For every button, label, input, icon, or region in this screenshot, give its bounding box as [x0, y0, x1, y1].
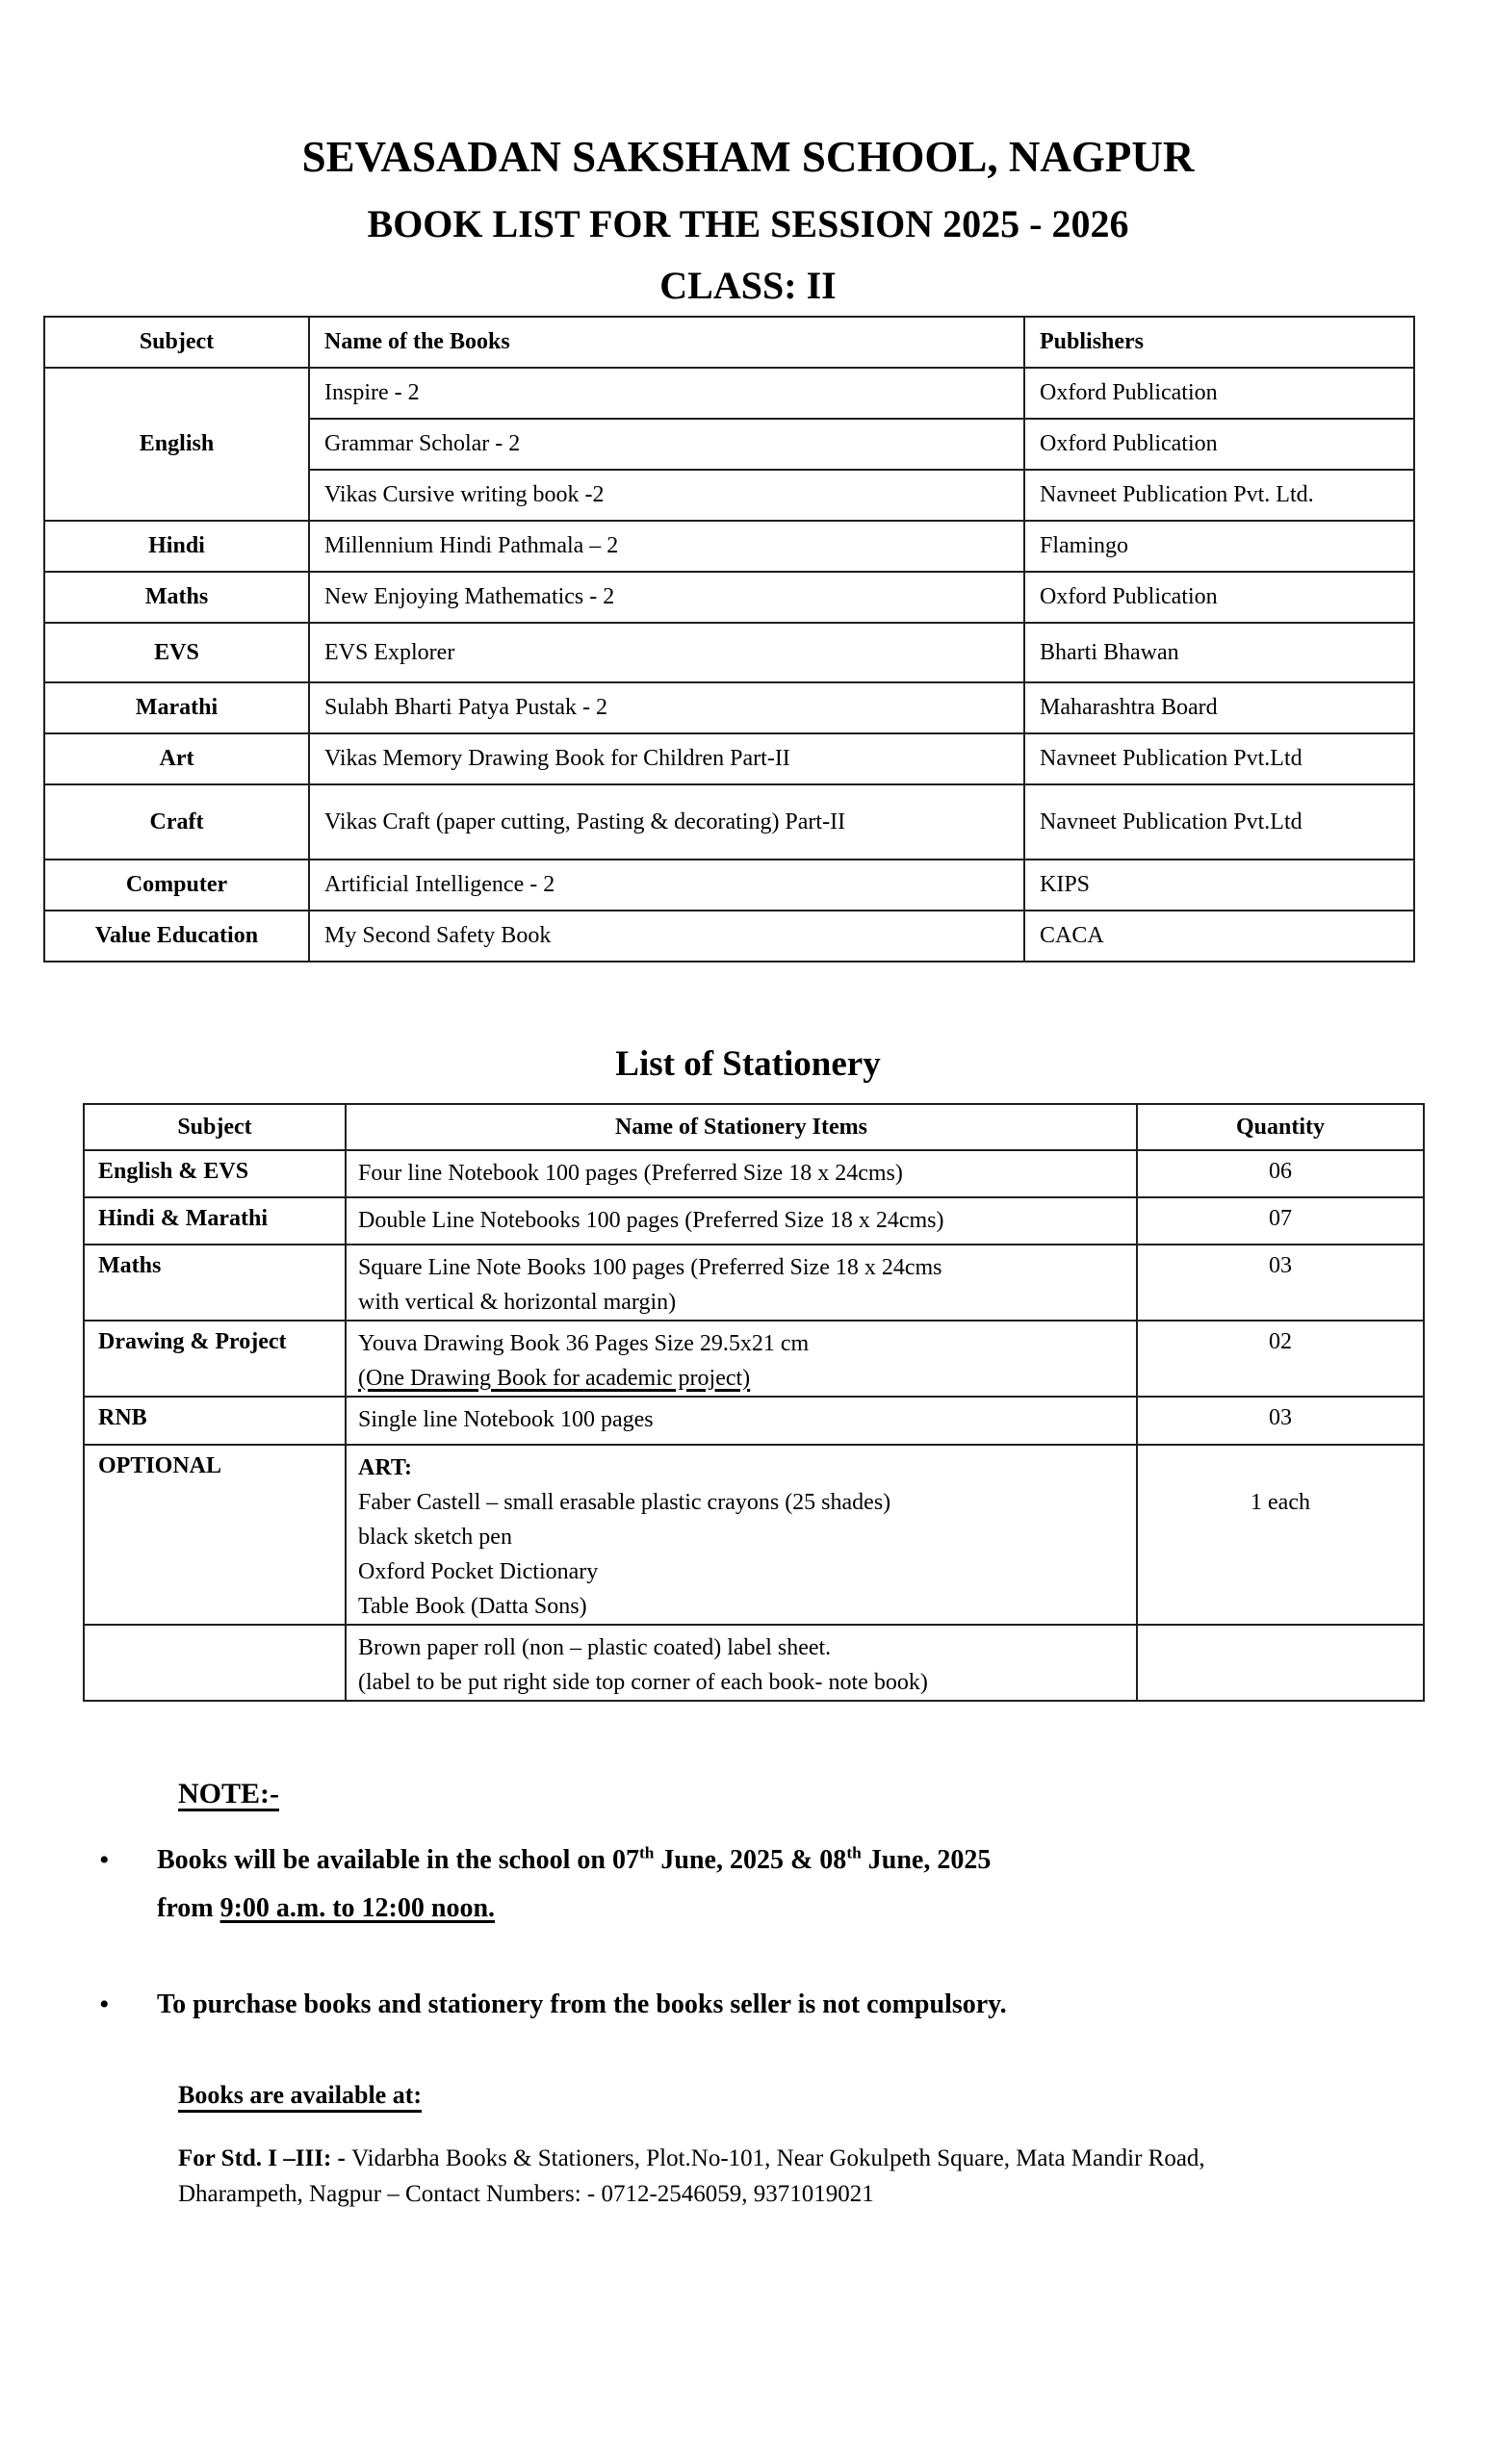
subject-cell: Maths [84, 1245, 346, 1321]
table-row [44, 733, 1414, 784]
publisher-cell: Oxford Publication [1024, 368, 1414, 419]
stationery-item-cell [346, 1245, 1137, 1321]
subject-cell: EVS [44, 623, 309, 682]
column-header: Name of Stationery Items [346, 1104, 1137, 1150]
stationery-heading: List of Stationery [615, 1044, 881, 1084]
text-segment: Vidarbha Books & Stationers, Plot.No-101, Near Gokulpeth Square, Mata Mandir Road, [351, 2145, 1205, 2171]
stationery-item-cell [346, 1397, 1137, 1445]
table-row [44, 860, 1414, 911]
table-row [84, 1397, 1424, 1445]
note-bullet-text [157, 1981, 1312, 2029]
table-row [84, 1245, 1424, 1321]
item-line [358, 1156, 1128, 1191]
table-row [84, 1625, 1424, 1701]
table-row [84, 1445, 1424, 1625]
book-table [43, 316, 1415, 962]
text-segment: Oxford Pocket Dictionary [358, 1559, 599, 1584]
text-segment: Books will be available in the school on 07 [157, 1845, 639, 1875]
note-bullet-text [157, 1836, 1312, 1933]
text-segment: June, 2025 & 08 [654, 1845, 847, 1875]
text-segment: To purchase books and stationery from the books seller is not compulsory. [157, 1989, 1007, 2019]
stationery-item-cell [346, 1150, 1137, 1197]
item-line [358, 1520, 1128, 1554]
subject-cell: Computer [44, 860, 309, 911]
text-segment: ART: [358, 1455, 413, 1480]
bullet-icon: • [99, 1989, 110, 2020]
subject-cell [84, 1625, 346, 1701]
text-segment: (label to be put right side top corner of each book- note book) [358, 1670, 928, 1695]
item-line [358, 1285, 1128, 1320]
text-segment: Double Line Notebooks 100 pages (Preferred Size 18 x 24cms) [358, 1208, 944, 1233]
book-name-cell: Vikas Craft (paper cutting, Pasting & decorating) Part-II [309, 784, 1024, 860]
text-segment: black sketch pen [358, 1525, 512, 1550]
subject-cell: English & EVS [84, 1150, 346, 1197]
item-line [358, 1589, 1128, 1624]
table-row [84, 1150, 1424, 1197]
item-line [358, 1450, 1128, 1485]
table-row [44, 682, 1414, 733]
subject-cell: Craft [44, 784, 309, 860]
column-header: Subject [84, 1104, 346, 1150]
subject-cell: Marathi [44, 682, 309, 733]
text-segment: Single line Notebook 100 pages [358, 1407, 654, 1432]
quantity-cell: 03 [1137, 1397, 1424, 1445]
text-segment: th [638, 1843, 655, 1862]
table-row [44, 911, 1414, 962]
quantity-cell: 07 [1137, 1197, 1424, 1245]
item-line [358, 1203, 1128, 1238]
table-row [44, 521, 1414, 572]
item-line [358, 1485, 1128, 1520]
text-segment: (One Drawing Book for academic project) [358, 1366, 751, 1391]
quantity-cell: 02 [1137, 1321, 1424, 1397]
subject-cell: Drawing & Project [84, 1321, 346, 1397]
text-segment: Brown paper roll (non – plastic coated) label sheet. [358, 1635, 832, 1660]
bullet-icon: • [99, 1844, 110, 1876]
stationery-item-cell [346, 1197, 1137, 1245]
text-segment: with vertical & horizontal margin) [358, 1290, 677, 1315]
text-segment: Youva Drawing Book 36 Pages Size 29.5x21 cm [358, 1331, 810, 1356]
table-row [44, 368, 1414, 419]
seller-address [178, 2141, 1410, 2212]
table-row [84, 1321, 1424, 1397]
publisher-cell: Navneet Publication Pvt. Ltd. [1024, 470, 1414, 521]
text-segment: Four line Notebook 100 pages (Preferred Size 18 x 24cms) [358, 1161, 903, 1186]
book-name-cell: New Enjoying Mathematics - 2 [309, 572, 1024, 623]
column-header: Publishers [1024, 317, 1414, 368]
subject-cell: Art [44, 733, 309, 784]
publisher-cell: Oxford Publication [1024, 572, 1414, 623]
item-line [358, 1630, 1128, 1665]
subject-cell: English [44, 368, 309, 521]
column-header: Quantity [1137, 1104, 1424, 1150]
item-line [358, 1361, 1128, 1396]
text-segment: Square Line Note Books 100 pages (Preferred Size 18 x 24cms [358, 1255, 942, 1280]
book-table-header-row [44, 317, 1414, 368]
table-row [44, 784, 1414, 860]
stationery-header-row [84, 1104, 1424, 1150]
class-label: CLASS: II [659, 264, 837, 307]
book-name-cell: Vikas Memory Drawing Book for Children Part-II [309, 733, 1024, 784]
text-segment: 9:00 a.m. to 12:00 noon. [219, 1893, 496, 1923]
publisher-cell: Bharti Bhawan [1024, 623, 1414, 682]
text-segment: th [846, 1843, 862, 1862]
table-row [44, 623, 1414, 682]
availability-heading: Books are available at: [178, 2081, 423, 2109]
stationery-table-body [84, 1104, 1424, 1701]
text-segment: Faber Castell – small erasable plastic crayons (25 shades) [358, 1490, 891, 1515]
subject-cell: Value Education [44, 911, 309, 962]
publisher-cell: CACA [1024, 911, 1414, 962]
publisher-cell: Navneet Publication Pvt.Ltd [1024, 733, 1414, 784]
quantity-cell [1137, 1625, 1424, 1701]
subject-cell: OPTIONAL [84, 1445, 346, 1625]
subject-cell: Hindi & Marathi [84, 1197, 346, 1245]
note-bullet-not-compulsory [99, 1981, 1312, 2029]
publisher-cell: Oxford Publication [1024, 419, 1414, 470]
table-row [44, 572, 1414, 623]
publisher-cell: Flamingo [1024, 521, 1414, 572]
publisher-cell: Navneet Publication Pvt.Ltd [1024, 784, 1414, 860]
book-name-cell: Sulabh Bharti Patya Pustak - 2 [309, 682, 1024, 733]
column-header: Subject [44, 317, 309, 368]
book-name-cell: EVS Explorer [309, 623, 1024, 682]
book-name-cell: Artificial Intelligence - 2 [309, 860, 1024, 911]
item-line [358, 1250, 1128, 1285]
note-label: NOTE:- [178, 1778, 279, 1810]
text-segment: For Std. I –III: - [178, 2145, 352, 2171]
book-name-cell: My Second Safety Book [309, 911, 1024, 962]
text-segment: from [157, 1893, 220, 1923]
stationery-item-cell [346, 1625, 1137, 1701]
note-bullet-availability-dates [99, 1836, 1312, 1933]
item-line [358, 1554, 1128, 1589]
book-name-cell: Vikas Cursive writing book -2 [309, 470, 1024, 521]
publisher-cell: Maharashtra Board [1024, 682, 1414, 733]
stationery-item-cell [346, 1445, 1137, 1625]
subject-cell: Hindi [44, 521, 309, 572]
page-title: SEVASADAN SAKSHAM SCHOOL, NAGPUR [301, 133, 1195, 181]
book-name-cell: Inspire - 2 [309, 368, 1024, 419]
text-segment: June, 2025 [861, 1845, 992, 1875]
subject-cell: RNB [84, 1397, 346, 1445]
text-segment: Dharampeth, Nagpur – Contact Numbers: - 0712-2546059, 9371019021 [178, 2181, 874, 2207]
subject-cell: Maths [44, 572, 309, 623]
item-line [358, 1665, 1128, 1700]
quantity-cell: 03 [1137, 1245, 1424, 1321]
quantity-cell: 1 each [1137, 1445, 1424, 1625]
book-name-cell: Millennium Hindi Pathmala – 2 [309, 521, 1024, 572]
item-line [358, 1402, 1128, 1437]
text-segment: Table Book (Datta Sons) [358, 1594, 587, 1619]
book-table-body [44, 317, 1414, 962]
quantity-cell: 06 [1137, 1150, 1424, 1197]
item-line [358, 1326, 1128, 1361]
table-row [84, 1197, 1424, 1245]
booklist-title: BOOK LIST FOR THE SESSION 2025 - 2026 [367, 202, 1129, 245]
book-name-cell: Grammar Scholar - 2 [309, 419, 1024, 470]
stationery-table [83, 1103, 1425, 1702]
column-header: Name of the Books [309, 317, 1024, 368]
stationery-item-cell [346, 1321, 1137, 1397]
publisher-cell: KIPS [1024, 860, 1414, 911]
